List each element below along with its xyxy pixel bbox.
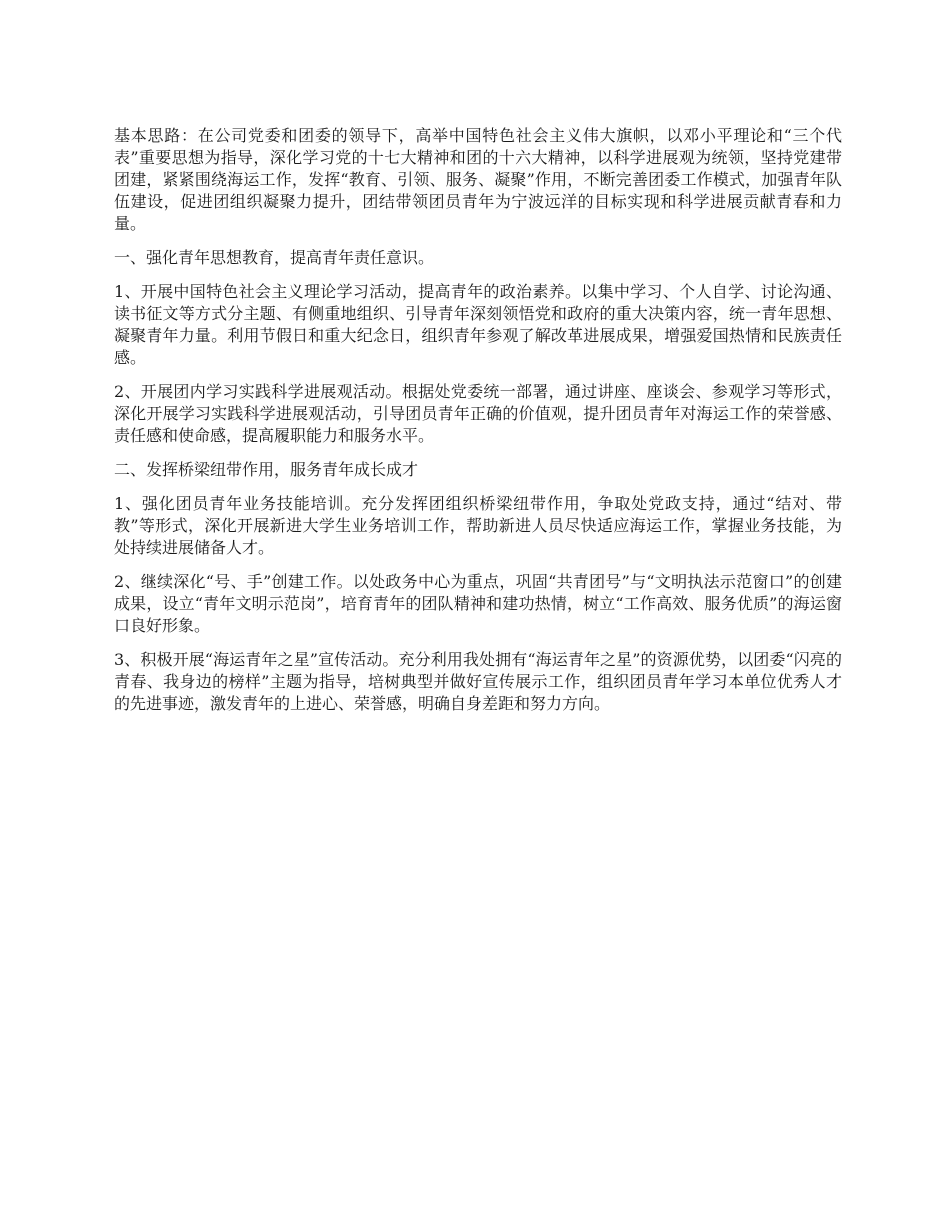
section-2-item-2: 2、继续深化“号、手”创建工作。以处政务中心为重点，巩固“共青团号”与“文明执法示范窗口”的创建成果，设立“青年文明示范岗”，培育青年的团队精神和建功热情，树立“工作高效、服务优质”的海运窗口良好形象。 bbox=[114, 572, 842, 635]
section-1-item-2: 2、开展团内学习实践科学进展观活动。根据处党委统一部署，通过讲座、座谈会、参观学习等形式，深化开展学习实践科学进展观活动，引导团员青年正确的价值观，提升团员青年对海运工作的荣誉感、责任感和使命感，提高履职能力和服务水平。 bbox=[114, 382, 842, 445]
section-2-item-1: 1、强化团员青年业务技能培训。充分发挥团组织桥梁纽带作用，争取处党政支持，通过“结对、带教”等形式，深化开展新进大学生业务培训工作，帮助新进人员尽快适应海运工作，掌握业务技能，为处持续进展储备人才。 bbox=[114, 494, 842, 557]
section-2-item-3: 3、积极开展“海运青年之星”宣传活动。充分利用我处拥有“海运青年之星”的资源优势，以团委“闪亮的青春、我身边的榜样”主题为指导，培树典型并做好宣传展示工作，组织团员青年学习本单位优秀人才的先进事迹，激发青年的上进心、荣誉感，明确自身差距和努力方向。 bbox=[114, 650, 842, 713]
document-body bbox=[114, 125, 842, 727]
section-1-item-1: 1、开展中国特色社会主义理论学习活动，提高青年的政治素养。以集中学习、个人自学、讨论沟通、读书征文等方式分主题、有侧重地组织、引导青年深刻领悟党和政府的重大决策内容，统一青年思想、凝聚青年力量。利用节假日和重大纪念日，组织青年参观了解改革进展成果，增强爱国热情和民族责任感。 bbox=[114, 282, 842, 367]
intro-paragraph: 基本思路：在公司党委和团委的领导下，高举中国特色社会主义伟大旗帜，以邓小平理论和“三个代表”重要思想为指导，深化学习党的十七大精神和团的十六大精神，以科学进展观为统领，坚持党建带团建，紧紧围绕海运工作，发挥“教育、引领、服务、凝聚”作用，不断完善团委工作模式，加强青年队伍建设，促进团组织凝聚力提升，团结带领团员青年为宁波远洋的目标实现和科学进展贡献青春和力量。 bbox=[114, 126, 842, 233]
section-heading-2: 二、发挥桥梁纽带作用，服务青年成长成才 bbox=[114, 460, 419, 479]
section-heading-1: 一、强化青年思想教育，提高青年责任意识。 bbox=[114, 248, 435, 267]
